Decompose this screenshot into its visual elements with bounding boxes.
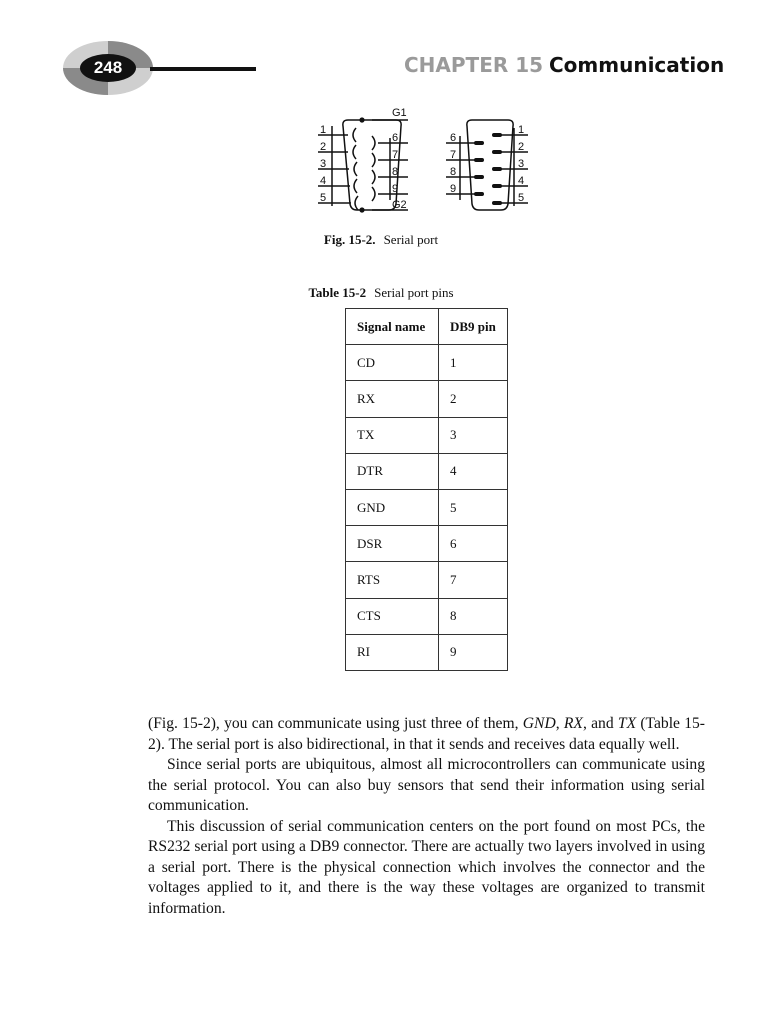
table-row — [346, 381, 508, 417]
female-right-pin-label: 3 — [518, 158, 525, 170]
male-left-pin-label: 5 — [320, 192, 327, 204]
page-number: 248 — [93, 58, 123, 77]
male-right-pin-label: 7 — [392, 149, 399, 161]
table-row — [346, 598, 508, 634]
body-text — [148, 714, 705, 919]
table-row — [346, 634, 508, 670]
male-ground-bottom-label: G2 — [392, 199, 407, 211]
male-left-pin-label: 2 — [320, 141, 327, 153]
chapter-title: Communication — [549, 53, 725, 77]
signal-name-cell: RTS — [346, 562, 439, 598]
table-caption — [0, 285, 762, 301]
db9-pin-cell: 3 — [439, 417, 508, 453]
db9-pin-cell: 4 — [439, 453, 508, 489]
table-row — [346, 417, 508, 453]
male-right-pin-label: 6 — [392, 132, 399, 144]
serial-port-pins-table — [345, 308, 508, 671]
paragraph: (Fig. 15-2), you can communicate using just three of them, GND, RX, and TX (Table 15-2). The serial port is also bidirectional, in that it sends and receives data equally well. — [148, 715, 706, 753]
female-right-pin-label: 2 — [518, 141, 525, 153]
table-row — [346, 526, 508, 562]
figure-caption-label: Fig. 15-2. — [323, 232, 376, 247]
female-right-pin-label: 1 — [518, 124, 525, 136]
female-right-pin-label: 4 — [518, 175, 525, 187]
db9-pin-cell: 2 — [439, 381, 508, 417]
table-row — [346, 453, 508, 489]
male-right-pin-label: 8 — [392, 166, 399, 178]
tx-signal: TX — [617, 715, 637, 732]
table-row — [346, 489, 508, 525]
male-ground-top-label: G1 — [392, 107, 407, 119]
female-left-pin-label: 6 — [450, 132, 457, 144]
gnd-signal: GND — [522, 715, 556, 732]
db9-pin-cell: 5 — [439, 489, 508, 525]
male-left-pin-label: 3 — [320, 158, 327, 170]
signal-name-cell: DTR — [346, 453, 439, 489]
signal-name-cell: RI — [346, 634, 439, 670]
female-left-pin-label: 8 — [450, 166, 457, 178]
table-caption-text: Serial port pins — [374, 285, 454, 300]
chapter-label: CHAPTER 15 — [404, 53, 544, 77]
female-connector — [446, 120, 528, 210]
female-right-pin-label: 5 — [518, 192, 525, 204]
female-left-pin-label: 7 — [450, 149, 457, 161]
db9-pin-cell: 7 — [439, 562, 508, 598]
column-header-db9-pin: DB9 pin — [439, 309, 508, 345]
table-row — [346, 345, 508, 381]
signal-name-cell: GND — [346, 489, 439, 525]
column-header-signal-name: Signal name — [346, 309, 439, 345]
serial-port-figure — [312, 106, 542, 218]
db9-pin-cell: 8 — [439, 598, 508, 634]
rx-signal: RX — [563, 715, 583, 732]
signal-name-cell: CD — [346, 345, 439, 381]
male-right-pin-label: 9 — [392, 183, 399, 195]
signal-name-cell: RX — [346, 381, 439, 417]
female-left-pin-label: 9 — [450, 183, 457, 195]
ground-dot-bottom — [359, 207, 364, 212]
table-caption-label: Table 15-2 — [308, 285, 367, 300]
figure-caption-text: Serial port — [383, 232, 439, 247]
db9-pin-cell: 9 — [439, 634, 508, 670]
header-rule — [150, 67, 256, 71]
signal-name-cell: DSR — [346, 526, 439, 562]
paragraph: This discussion of serial communication centers on the port found on most PCs, the RS232 serial port using a DB9 connector. There are actually two layers involved in using a serial port. There is the physical connection which involves the connector and the voltages applied to it, and there is the way these voltages are organized to transmit information. — [148, 817, 705, 917]
paragraph: Since serial ports are ubiquitous, almost all microcontrollers can communicate using the serial protocol. You can also buy sensors that send their information using serial communication. — [148, 756, 705, 814]
figure-caption — [0, 232, 762, 248]
ground-dot-top — [359, 117, 364, 122]
male-left-pin-label: 4 — [320, 175, 327, 187]
table-row — [346, 562, 508, 598]
db9-pin-cell: 6 — [439, 526, 508, 562]
db9-pin-cell: 1 — [439, 345, 508, 381]
male-left-pin-label: 1 — [320, 124, 327, 136]
signal-name-cell: CTS — [346, 598, 439, 634]
table-header-row — [346, 309, 508, 345]
signal-name-cell: TX — [346, 417, 439, 453]
